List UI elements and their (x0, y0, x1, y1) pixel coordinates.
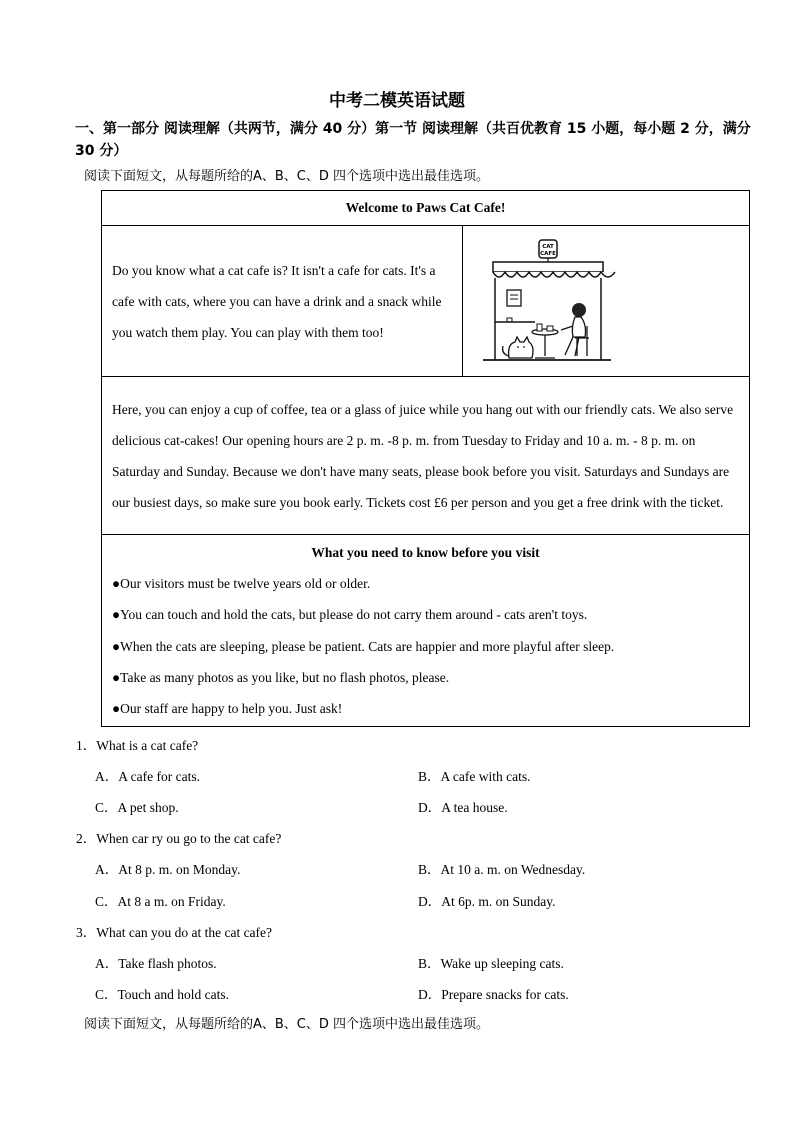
question-2-option-d[interactable]: D．At 6p. m. on Sunday. (418, 894, 556, 909)
sign-text-line1: CAT (542, 244, 554, 250)
instruction-next-passage: 阅读下面短文，从每题所给的A、B、C、D 四个选项中选出最佳选项。 (84, 1017, 490, 1032)
instruction: 阅读下面短文，从每题所给的A、B、C、D 四个选项中选出最佳选项。 (84, 169, 490, 184)
question-3-option-a[interactable]: A．Take flash photos. (95, 956, 217, 971)
question-1-option-b[interactable]: B．A cafe with cats. (418, 769, 531, 784)
question-1-option-d[interactable]: D．A tea house. (418, 800, 508, 815)
visit-rules-box (102, 535, 750, 727)
sign-text-line2: CAFE (540, 251, 556, 257)
question-3-option-c[interactable]: C．Touch and hold cats. (95, 987, 230, 1002)
rule-item: ●Our staff are happy to help you. Just ask! (112, 701, 343, 717)
cafe-drawing (463, 226, 749, 372)
exam-title: 中考二模英语试题 (329, 91, 465, 111)
rule-item: ●Take as many photos as you like, but no flash photos, please. (112, 669, 450, 685)
rule-item: ●Our visitors must be twelve years old or older. (112, 576, 371, 592)
rule-item: ●When the cats are sleeping, please be patient. Cats are happier and more playful after sleep. (112, 638, 615, 654)
question-1-option-c[interactable]: C．A pet shop. (95, 800, 179, 815)
passage-intro: Do you know what a cat cafe is? It isn't a cafe for cats. It's a cafe with cats, where you can have a drink and a snack while you watch them play. You can play with them too! (102, 226, 463, 377)
question-3-option-b[interactable]: B．Wake up sleeping cats. (418, 956, 564, 971)
passage-body: Here, you can enjoy a cup of coffee, tea or a glass of juice while you hang out with our friendly cats. We also serve delicious cat-cakes! Our opening hours are 2 p. m. -8 p. m. from Tuesday to Friday and 10 a. m. - 8 p. m. on Saturday and Sunday. Because we don't have many seats, please book before you visit. Saturdays and Sundays are our busiest days, so make sure you book early. Tickets cost £6 per person and you get a free drink with the ticket. (102, 377, 750, 535)
question-3-option-d[interactable]: D．Prepare snacks for cats. (418, 987, 569, 1002)
question-2-option-b[interactable]: B．At 10 a. m. on Wednesday. (418, 862, 586, 877)
question-2-option-c[interactable]: C．At 8 a m. on Friday. (95, 894, 226, 909)
passage-title: Welcome to Paws Cat Cafe! (102, 191, 750, 226)
question-2-option-a[interactable]: A．At 8 p. m. on Monday. (95, 862, 241, 877)
rules-title: What you need to know before you visit (311, 545, 540, 560)
section-heading: 一、第一部分 阅读理解（共两节，满分 40 分）第一节 阅读理解（共百优教育 15 小题，每小题 2 分，满分 30 分） (75, 121, 751, 159)
question-1-stem: 1．What is a cat cafe? (76, 738, 199, 753)
rule-item: ●You can touch and hold the cats, but please do not carry them around - cats aren't toys. (112, 607, 588, 623)
question-3-stem: 3．What can you do at the cat cafe? (76, 925, 273, 940)
question-2-stem: 2．When car ry ou go to the cat cafe? (76, 831, 282, 846)
cat-cafe-illustration (463, 226, 750, 377)
passage-table (101, 190, 750, 727)
question-1-option-a[interactable]: A．A cafe for cats. (95, 769, 200, 784)
